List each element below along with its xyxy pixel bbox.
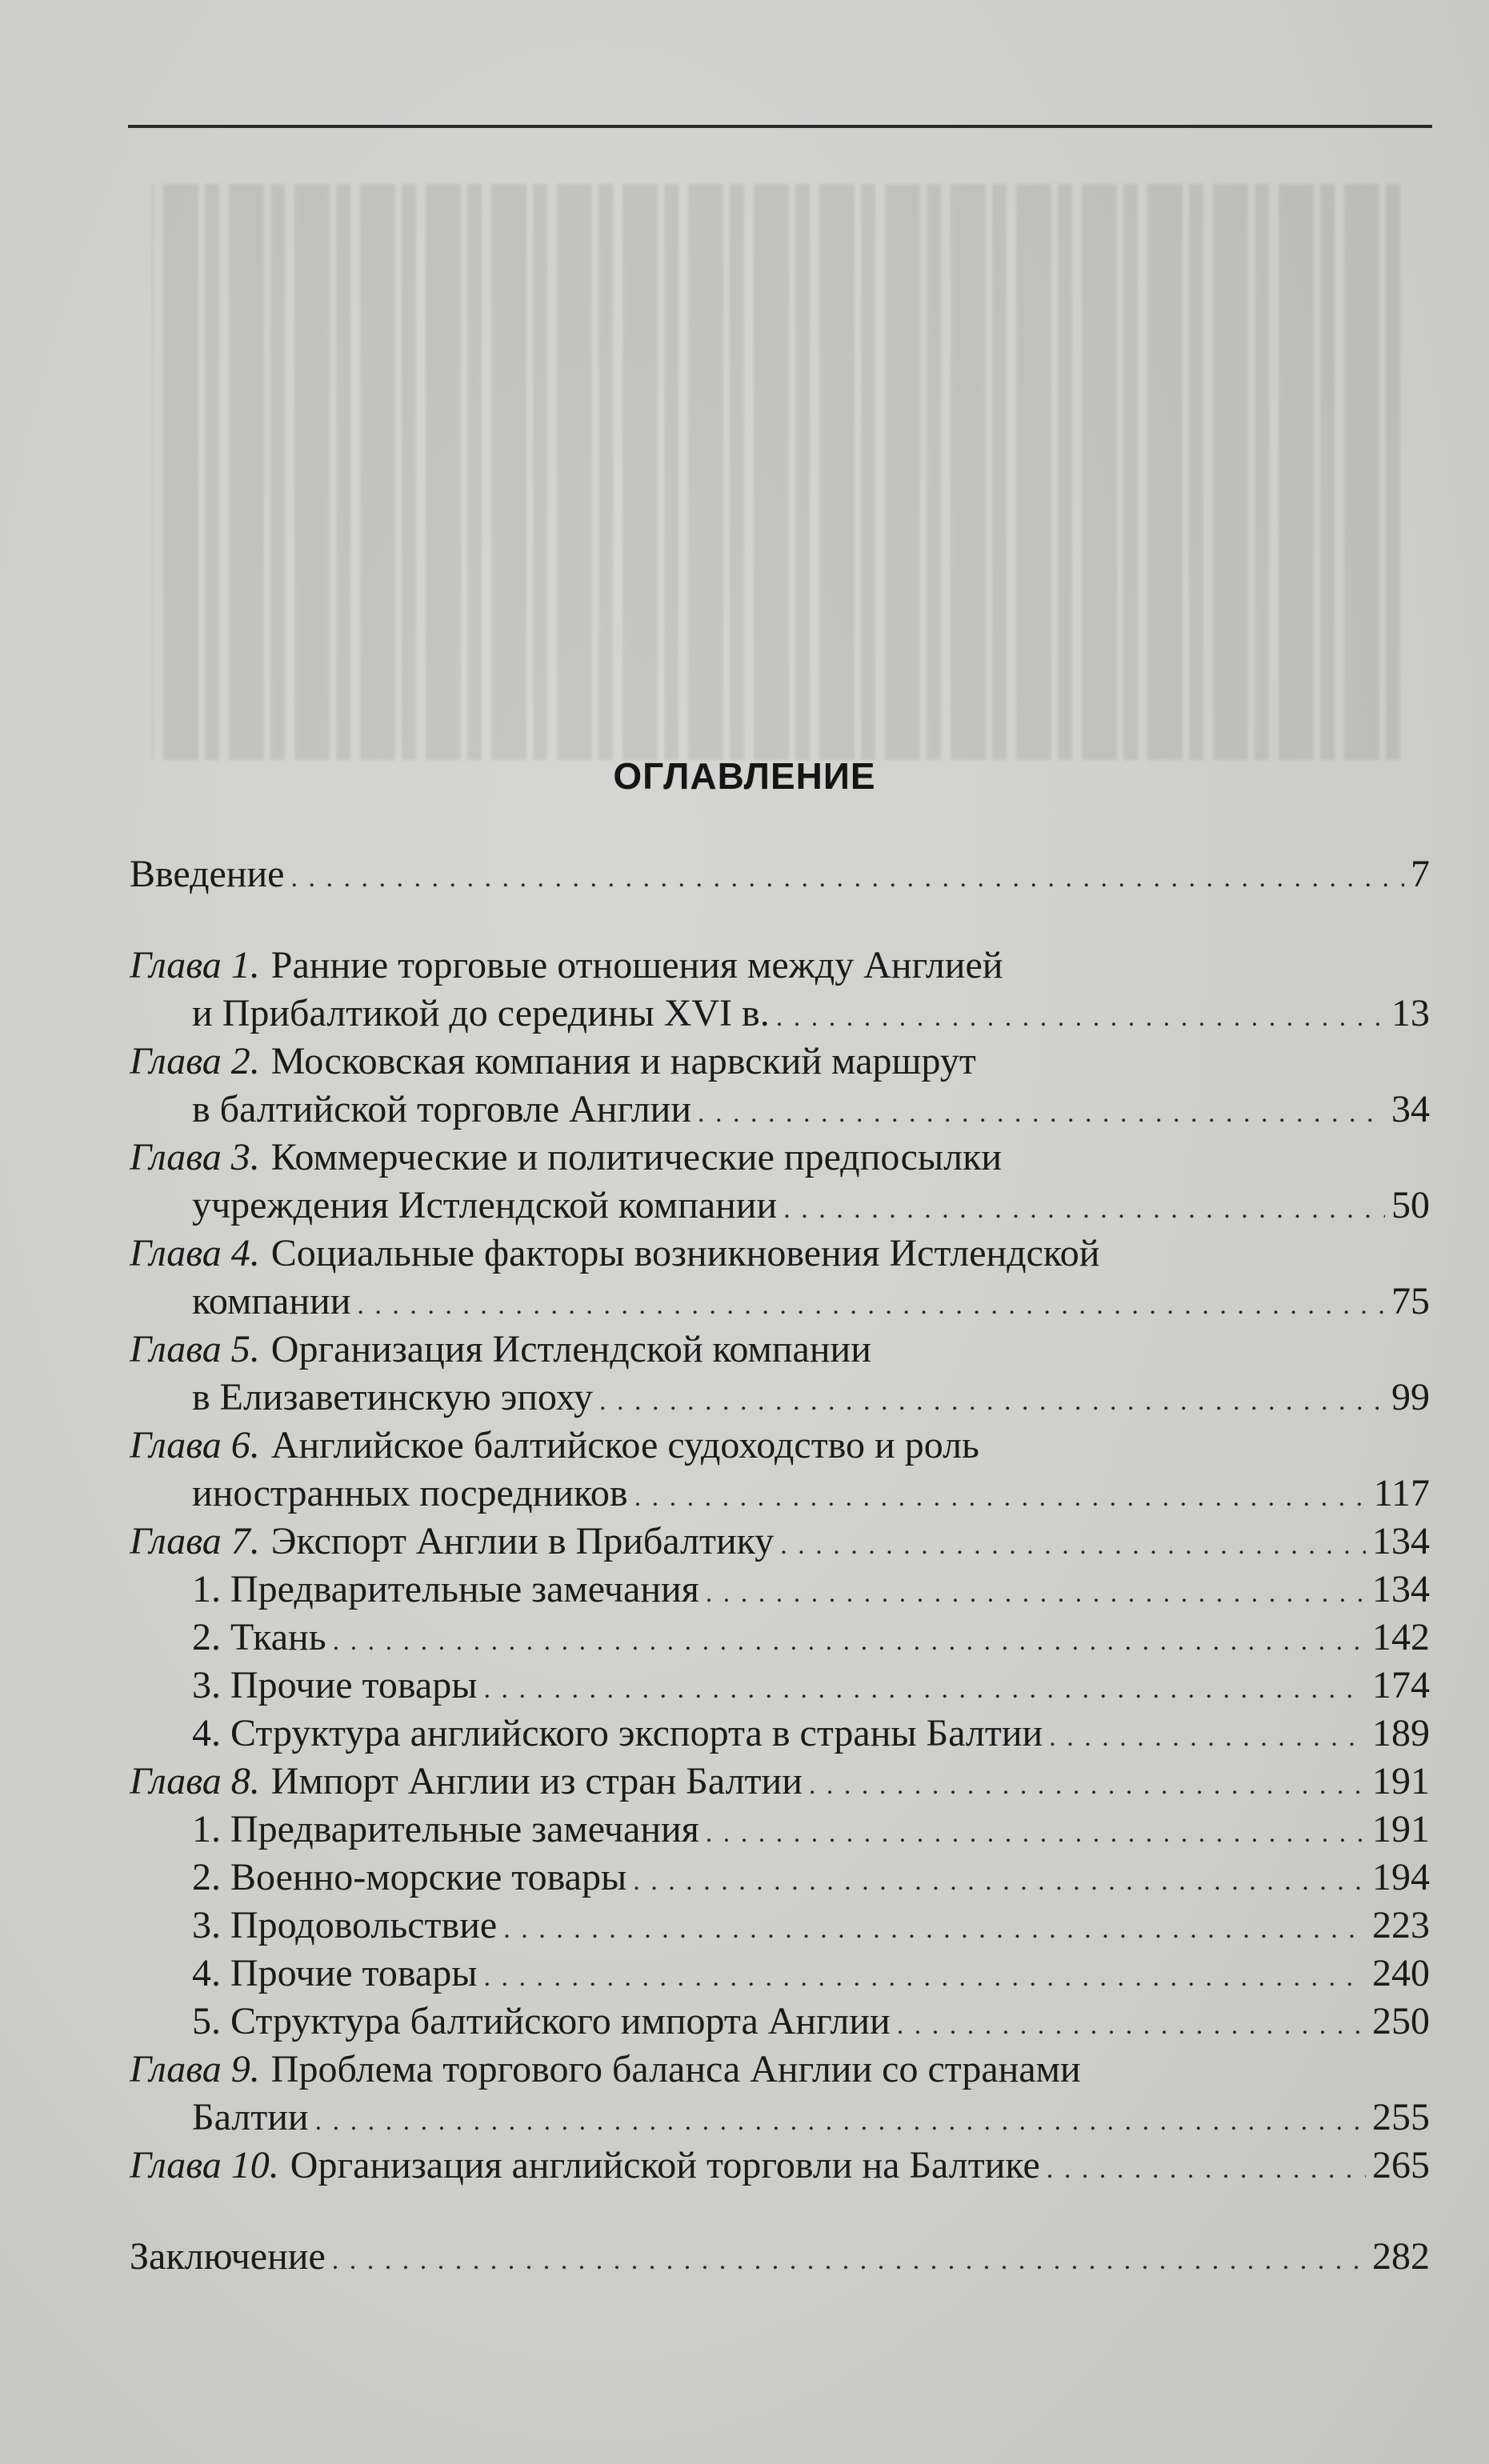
toc-title: Организация английской торговли на Балтике — [290, 2144, 1040, 2186]
toc-section[interactable] — [130, 1662, 1430, 1710]
toc-title-continued: иностранных посредников — [192, 1472, 628, 1514]
toc-page-number: 34 — [1391, 1088, 1430, 1130]
toc-entry-chapter-3[interactable] — [130, 1134, 1430, 1230]
toc-section-title: 5. Структура балтийского импорта Англии — [192, 2000, 891, 2042]
leader-dots — [290, 850, 1404, 902]
toc-entry-intro[interactable] — [130, 850, 1430, 898]
toc-entry-chapter-6[interactable] — [130, 1422, 1430, 1518]
toc-section-title: 2. Ткань — [192, 1616, 326, 1658]
toc-page-number: 223 — [1372, 1904, 1430, 1946]
leader-dots — [633, 1854, 1366, 1906]
chapter-label: Глава 5. — [130, 1328, 260, 1370]
toc-title: Коммерческие и политические предпосылки — [270, 1136, 1003, 1178]
toc-title: Московская компания и нарвский маршрут — [270, 1040, 976, 1082]
toc-page-number: 50 — [1391, 1184, 1430, 1226]
toc-title-continued: в Елизаветинскую эпоху — [192, 1376, 593, 1418]
leader-dots — [1047, 2142, 1366, 2194]
toc-title: Социальные факторы возникновения Истлендской — [270, 1232, 1100, 1274]
toc-section[interactable] — [130, 1566, 1430, 1614]
toc-page-number: 134 — [1372, 1520, 1430, 1562]
toc-entry-chapter-9[interactable] — [130, 2046, 1430, 2142]
toc-page-number: 99 — [1391, 1376, 1430, 1418]
spacer — [130, 898, 1430, 942]
table-of-contents — [130, 850, 1430, 2281]
toc-page-number: 255 — [1372, 2096, 1430, 2138]
chapter-label: Глава 9. — [130, 2048, 260, 2090]
leader-dots — [1049, 1710, 1366, 1762]
leader-dots — [599, 1374, 1385, 1426]
toc-entry-chapter-8[interactable] — [130, 1758, 1430, 1806]
leader-dots — [776, 990, 1385, 1042]
toc-title-continued: и Прибалтикой до середины XVI в. — [192, 992, 770, 1034]
toc-entry-chapter-10[interactable] — [130, 2142, 1430, 2190]
chapter-label: Глава 2. — [130, 1040, 260, 1082]
leader-dots — [332, 2233, 1366, 2285]
toc-title: Ранние торговые отношения между Англией — [270, 944, 1003, 986]
header-rule — [128, 125, 1432, 128]
chapter-label: Глава 1. — [130, 944, 260, 986]
toc-page-number: 134 — [1372, 1568, 1430, 1610]
toc-title-continued: Балтии — [192, 2096, 309, 2138]
leader-dots — [333, 1614, 1366, 1666]
toc-page-number: 240 — [1372, 1952, 1430, 1994]
toc-section[interactable] — [130, 1950, 1430, 1998]
toc-title: Введение — [130, 853, 285, 895]
leader-dots — [483, 1662, 1366, 1714]
leader-dots — [483, 1950, 1366, 2002]
toc-title: Заключение — [130, 2235, 326, 2278]
toc-section-title: 2. Военно-морские товары — [192, 1856, 627, 1898]
leader-dots — [357, 1278, 1385, 1330]
leader-dots — [809, 1758, 1366, 1810]
toc-page-number: 265 — [1372, 2144, 1430, 2186]
leader-dots — [706, 1806, 1366, 1858]
toc-entry-chapter-1[interactable] — [130, 942, 1430, 1038]
chapter-label: Глава 8. — [130, 1760, 260, 1802]
toc-section[interactable] — [130, 1854, 1430, 1902]
leader-dots — [783, 1182, 1385, 1234]
leader-dots — [315, 2094, 1366, 2146]
toc-title: Экспорт Англии в Прибалтику — [270, 1520, 775, 1562]
toc-section-title: 3. Прочие товары — [192, 1664, 478, 1706]
toc-section-title: 4. Структура английского экспорта в страны Балтии — [192, 1712, 1043, 1754]
leader-dots — [897, 1998, 1366, 2050]
toc-entry-chapter-7[interactable] — [130, 1518, 1430, 1566]
toc-entry-chapter-4[interactable] — [130, 1230, 1430, 1326]
toc-page-number: 174 — [1372, 1664, 1430, 1706]
toc-title-continued: компании — [192, 1280, 351, 1322]
leader-dots — [503, 1902, 1366, 1954]
toc-title: Проблема торгового баланса Англии со странами — [270, 2048, 1081, 2090]
toc-title-continued: учреждения Истлендской компании — [192, 1184, 778, 1226]
chapter-label: Глава 10. — [130, 2144, 279, 2186]
toc-section[interactable] — [130, 1998, 1430, 2046]
toc-section-title: 1. Предварительные замечания — [192, 1568, 699, 1610]
toc-section[interactable] — [130, 1710, 1430, 1758]
chapter-label: Глава 3. — [130, 1136, 260, 1178]
toc-page-number: 194 — [1372, 1856, 1430, 1898]
chapter-label: Глава 4. — [130, 1232, 260, 1274]
toc-section[interactable] — [130, 1614, 1430, 1662]
chapter-label: Глава 6. — [130, 1424, 260, 1466]
toc-entry-chapter-2[interactable] — [130, 1038, 1430, 1134]
page-title: ОГЛАВЛЕНИЕ — [613, 755, 876, 797]
toc-page-number: 117 — [1373, 1472, 1430, 1514]
toc-title: Английское балтийское судоходство и роль — [270, 1424, 979, 1466]
toc-page-number: 191 — [1372, 1760, 1430, 1802]
toc-page-number: 250 — [1372, 2000, 1430, 2042]
leader-dots — [634, 1470, 1367, 1522]
toc-title-continued: в балтийской торговле Англии — [192, 1088, 692, 1130]
bleed-through-text — [152, 184, 1400, 760]
toc-section[interactable] — [130, 1902, 1430, 1950]
leader-dots — [780, 1518, 1366, 1570]
leader-dots — [698, 1086, 1385, 1138]
chapter-label: Глава 7. — [130, 1520, 260, 1562]
toc-entry-conclusion[interactable] — [130, 2233, 1430, 2281]
toc-page-number: 191 — [1372, 1808, 1430, 1850]
toc-entry-chapter-5[interactable] — [130, 1326, 1430, 1422]
toc-page-number: 13 — [1391, 992, 1430, 1034]
toc-title: Импорт Англии из стран Балтии — [270, 1760, 803, 1802]
toc-section-title: 3. Продовольствие — [192, 1904, 498, 1946]
toc-section[interactable] — [130, 1806, 1430, 1854]
toc-section-title: 4. Прочие товары — [192, 1952, 478, 1994]
toc-page-number: 7 — [1411, 853, 1430, 895]
toc-page-number: 75 — [1391, 1280, 1430, 1322]
toc-page-number: 189 — [1372, 1712, 1430, 1754]
spacer — [130, 2190, 1430, 2233]
toc-page-number: 142 — [1372, 1616, 1430, 1658]
toc-section-title: 1. Предварительные замечания — [192, 1808, 699, 1850]
leader-dots — [706, 1566, 1366, 1618]
toc-title: Организация Истлендской компании — [270, 1328, 871, 1370]
toc-page-number: 282 — [1372, 2235, 1430, 2278]
